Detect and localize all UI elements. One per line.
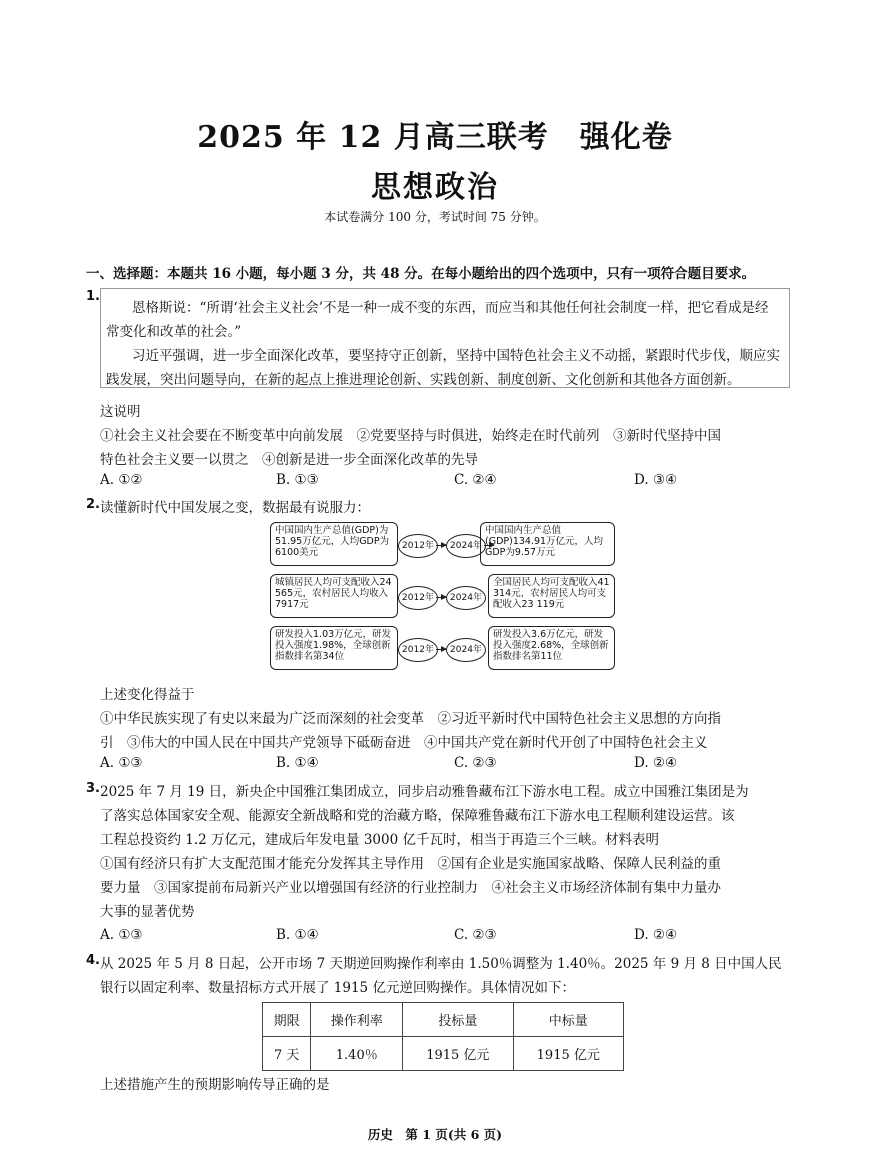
q1-material-line: 践发展，突出问题导向，在新的起点上推进理论创新、实践创新、制度创新、文化创新和其他各方面创新。 bbox=[106, 372, 741, 388]
exam-title: 2025 年 12 月高三联考 强化卷 bbox=[197, 120, 673, 155]
q4-line: 银行以固定利率、数量招标方式开展了 1915 亿元逆回购操作。具体情况如下： bbox=[100, 980, 575, 996]
arrow-icon bbox=[436, 597, 446, 598]
exam-note: 本试卷满分 100 分，考试时间 75 分钟。 bbox=[324, 210, 546, 224]
q1-material-line: 恩格斯说：“所谓‘社会主义社会’不是一种一成不变的东西，而应当和其他任何社会制度一样，把它看成是经 bbox=[132, 300, 769, 316]
figure-left-box: 研发投入1.03万亿元，研发投入强度1.98%，全球创新指数排名第34位 bbox=[270, 626, 398, 670]
table-header: 操作利率 bbox=[311, 1003, 403, 1037]
q1-item-line: ①社会主义社会要在不断变革中向前发展 ②党要坚持与时俱进，始终走在时代前列 ③新时代坚持中国 bbox=[100, 428, 721, 444]
q1-material-line: 习近平强调，进一步全面深化改革，要坚持守正创新，坚持中国特色社会主义不动摇，紧跟时代步伐，顺应实 bbox=[132, 348, 780, 364]
option-d[interactable]: D. ②④ bbox=[634, 755, 678, 771]
q1-stem: 这说明 bbox=[100, 404, 141, 420]
option-a[interactable]: A. ①③ bbox=[100, 927, 143, 943]
option-a[interactable]: A. ①② bbox=[100, 472, 143, 488]
repo-table bbox=[262, 1002, 624, 1071]
figure-year-2024: 2024年 bbox=[446, 638, 486, 662]
figure-year-2012: 2012年 bbox=[398, 534, 438, 558]
section-heading: 一、选择题：本题共 16 小题，每小题 3 分，共 48 分。在每小题给出的四个选项中，只有一项符合题目要求。 bbox=[86, 266, 756, 282]
q2-item-line: ①中华民族实现了有史以来最为广泛而深刻的社会变革 ②习近平新时代中国特色社会主义思想的方向指 bbox=[100, 711, 721, 727]
table-header: 期限 bbox=[263, 1003, 311, 1037]
q3-item-line: ①国有经济只有扩大支配范围才能充分发挥其主导作用 ②国有企业是实施国家战略、保障人民利益的重 bbox=[100, 856, 721, 872]
table-cell: 7 天 bbox=[263, 1037, 311, 1071]
q2-item-line: 引 ③伟大的中国人民在中国共产党领导下砥砺奋进 ④中国共产党在新时代开创了中国特色社会主义 bbox=[100, 735, 708, 751]
q3-line: 了落实总体国家安全观、能源安全新战略和党的治藏方略，保障雅鲁藏布江下游水电工程顺利建设运营。该 bbox=[100, 808, 735, 824]
figure-year-2024: 2024年 bbox=[446, 586, 486, 610]
q3-number: 3. bbox=[86, 781, 100, 796]
page-footer: 历史 第 1 页(共 6 页) bbox=[367, 1127, 503, 1142]
table-header-row bbox=[263, 1003, 624, 1037]
option-b[interactable]: B. ①③ bbox=[276, 472, 319, 488]
option-c[interactable]: C. ②③ bbox=[454, 755, 497, 771]
figure-right-box: 全国居民人均可支配收入41 314元，农村居民人均可支配收入23 119元 bbox=[488, 574, 615, 618]
q2-after: 上述变化得益于 bbox=[100, 687, 195, 703]
figure-year-2012: 2012年 bbox=[398, 638, 438, 662]
q4-after: 上述措施产生的预期影响传导正确的是 bbox=[100, 1077, 330, 1093]
option-b[interactable]: B. ①④ bbox=[276, 755, 319, 771]
option-c[interactable]: C. ②③ bbox=[454, 927, 497, 943]
figure-right-box: 研发投入3.6万亿元，研发投入强度2.68%，全球创新指数排名第11位 bbox=[488, 626, 615, 670]
q3-line: 工程总投资约 1.2 万亿元，建成后年发电量 3000 亿千瓦时，相当于再造三个三峡。材料表明 bbox=[100, 832, 659, 848]
figure-left-box: 中国国内生产总值(GDP)为51.95万亿元，人均GDP为6100美元 bbox=[270, 522, 398, 566]
figure-year-2024: 2024年 bbox=[446, 534, 486, 558]
option-c[interactable]: C. ②④ bbox=[454, 472, 497, 488]
option-d[interactable]: D. ③④ bbox=[634, 472, 678, 488]
table-cell: 1915 亿元 bbox=[403, 1037, 513, 1071]
table-row bbox=[263, 1037, 624, 1071]
table-cell: 1.40％ bbox=[311, 1037, 403, 1071]
option-d[interactable]: D. ②④ bbox=[634, 927, 678, 943]
q4-line: 从 2025 年 5 月 8 日起，公开市场 7 天期逆回购操作利率由 1.50％调整为 1.40％。2025 年 9 月 8 日中国人民 bbox=[100, 956, 782, 972]
q1-material-line: 常变化和改革的社会。” bbox=[106, 324, 242, 340]
subject-title: 思想政治 bbox=[371, 170, 499, 205]
table-cell: 1915 亿元 bbox=[513, 1037, 623, 1071]
q1-number: 1. bbox=[86, 289, 100, 304]
q3-item-line: 大事的显著优势 bbox=[100, 904, 195, 920]
table-header: 投标量 bbox=[403, 1003, 513, 1037]
figure-right-box: 中国国内生产总值(GDP)134.91万亿元，人均GDP为9.57万元 bbox=[480, 522, 615, 566]
option-b[interactable]: B. ①④ bbox=[276, 927, 319, 943]
q1-item-line: 特色社会主义要一以贯之 ④创新是进一步全面深化改革的先导 bbox=[100, 452, 478, 468]
development-figure bbox=[270, 520, 615, 672]
q3-item-line: 要力量 ③国家提前布局新兴产业以增强国有经济的行业控制力 ④社会主义市场经济体制有集中力量办 bbox=[100, 880, 721, 896]
q2-stem: 读懂新时代中国发展之变，数据最有说服力： bbox=[100, 500, 370, 516]
arrow-icon bbox=[436, 649, 446, 650]
table-header: 中标量 bbox=[513, 1003, 623, 1037]
option-a[interactable]: A. ①③ bbox=[100, 755, 143, 771]
figure-year-2012: 2012年 bbox=[398, 586, 438, 610]
q3-line: 2025 年 7 月 19 日，新央企中国雅江集团成立，同步启动雅鲁藏布江下游水电工程。成立中国雅江集团是为 bbox=[100, 784, 749, 800]
q4-number: 4. bbox=[86, 953, 100, 968]
figure-left-box: 城镇居民人均可支配收入24 565元，农村居民人均收入7917元 bbox=[270, 574, 398, 618]
arrow-icon bbox=[436, 545, 446, 546]
q2-number: 2. bbox=[86, 497, 100, 512]
